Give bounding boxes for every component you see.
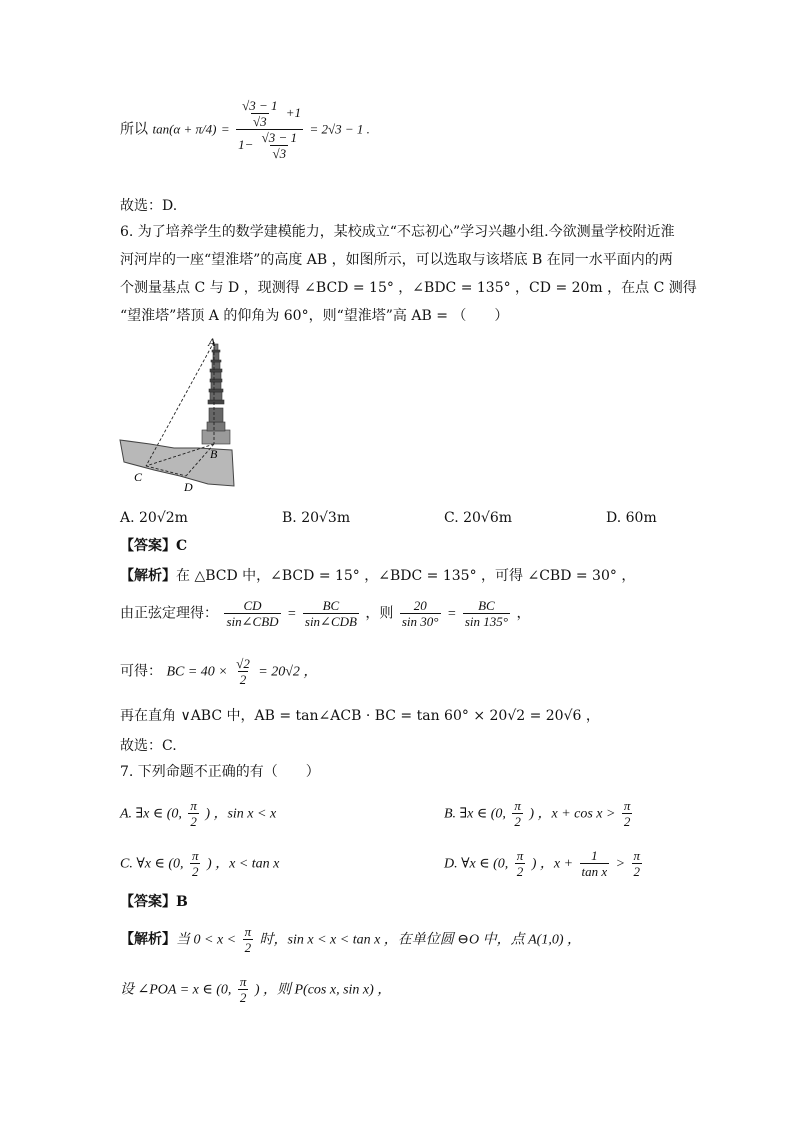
q6-stem-line1: 6. 为了培养学生的数学建模能力，某校成立“不忘初心”学习兴趣小组.今欲测量学校附近淮 [120,224,675,240]
q5-big-fraction: $\frac{√3 - 1}{√3}$ +1 1− $\frac{√3 - 1}{√3}$ [238,98,301,161]
q6-choose: 故选：C. [120,738,177,754]
q5-tan-equation: 所以 tan(α + π/4) = $\frac{√3 - 1}{√3}$ +1 1− $\frac{√3 - 1}{√3}$ = 2√3 − 1 . [120,98,370,161]
frac-20-sin30: $\frac{20}{\sin 30^\circ}$ [401,598,439,629]
q6-option-b: B. 20√3m [282,510,351,526]
q6-obtain: 可得： BC = 40 × $\frac{√2}{2}$ = 20√2 ， [120,656,318,687]
q7-stem: 7. 下列命题不正确的有（ ） [120,764,320,780]
q6-stem-line4: “望淮塔”塔顶 A 的仰角为 60°，则“望淮塔”高 AB = （ ） [120,308,509,324]
label-A: A [208,335,216,349]
q6-stem-line2: 河河岸的一座“望淮塔”的高度 AB ，如图所示，可以选取与该塔底 B 在同一水平面内的两 [120,252,673,268]
q7-set-angle: 设 ∠POA = x ∈ (0, $\frac{\pi}{2}$ ) ，则 P(cos x, sin x) ， [120,974,392,1005]
q6-sine-law: 由正弦定理得： $\frac{CD}{\text{sin∠CBD}}$ = $\frac{BC}{\text{sin∠CDB}}$ ，则 $\frac{20}{\sin 30^\circ}$ = $\frac{BC}{\sin 135^\circ}$ ， [120,598,531,629]
q5-den-frac: $\frac{√3 - 1}{√3}$ [261,130,297,161]
q7-option-d: D. ∀x ∈ (0, $\frac{\pi}{2}$ ) ，x + $\frac{1}{\text{tan x}}$ > $\frac{\pi}{2}$ [444,848,641,879]
q7-option-c: C. ∀x ∈ (0, $\frac{\pi}{2}$ ) ，x < tan x [120,848,280,879]
label-B: B [210,447,218,461]
q7-option-a: A. ∃x ∈ (0, $\frac{\pi}{2}$ ) ，sin x < x [120,798,277,829]
q6-right-triangle: 再在直角 ∨ABC 中，AB = tan∠ACB · BC = tan 60° × 20√2 = 20√6 ， [120,708,600,724]
q7-analysis: 【解析】当 0 < x < $\frac{\pi}{2}$ 时，sin x < x < tan x ，在单位圆 ⊖O 中，点 A(1,0) ， [120,924,582,955]
q6-answer: 【答案】C [120,538,188,554]
label-C: C [134,470,143,484]
q5-prefix: 所以 [120,121,148,138]
q6-option-a: A. 20√2m [120,510,188,526]
q6-stem-line3: 个测量基点 C 与 D ，现测得 ∠BCD = 15° ，∠BDC = 135° ，CD = 20m ，在点 C 测得 [120,280,697,296]
q5-tan-expr: tan(α + π/4) [152,121,217,137]
q6-option-c: C. 20√6m [444,510,513,526]
pagoda-icon [202,344,230,444]
q5-result: = 2√3 − 1 . [309,121,370,137]
q6-option-d: D. 60m [606,510,657,526]
q5-choose: 故选：D. [120,198,178,214]
q6-analysis-line1: 【解析】在 △BCD 中，∠BCD = 15° ，∠BDC = 135° ，可得 ∠CBD = 30° ， [120,568,636,584]
q7-answer: 【答案】B [120,894,188,910]
q7-option-b: B. ∃x ∈ (0, $\frac{\pi}{2}$ ) ，x + cos x > $\frac{\pi}{2}$ [444,798,631,829]
frac-bc-sincdb: $\frac{BC}{\text{sin∠CDB}}$ [304,598,357,629]
q6-pagoda-figure [116,334,240,496]
frac-cd-sincbd: $\frac{CD}{\text{sin∠CBD}}$ [226,598,279,629]
frac-sqrt2-2: $\frac{√2}{2}$ [236,656,250,687]
frac-bc-sin135: $\frac{BC}{\sin 135^\circ}$ [464,598,508,629]
label-D: D [184,480,193,494]
q5-num-frac: $\frac{√3 - 1}{√3}$ [242,98,278,129]
